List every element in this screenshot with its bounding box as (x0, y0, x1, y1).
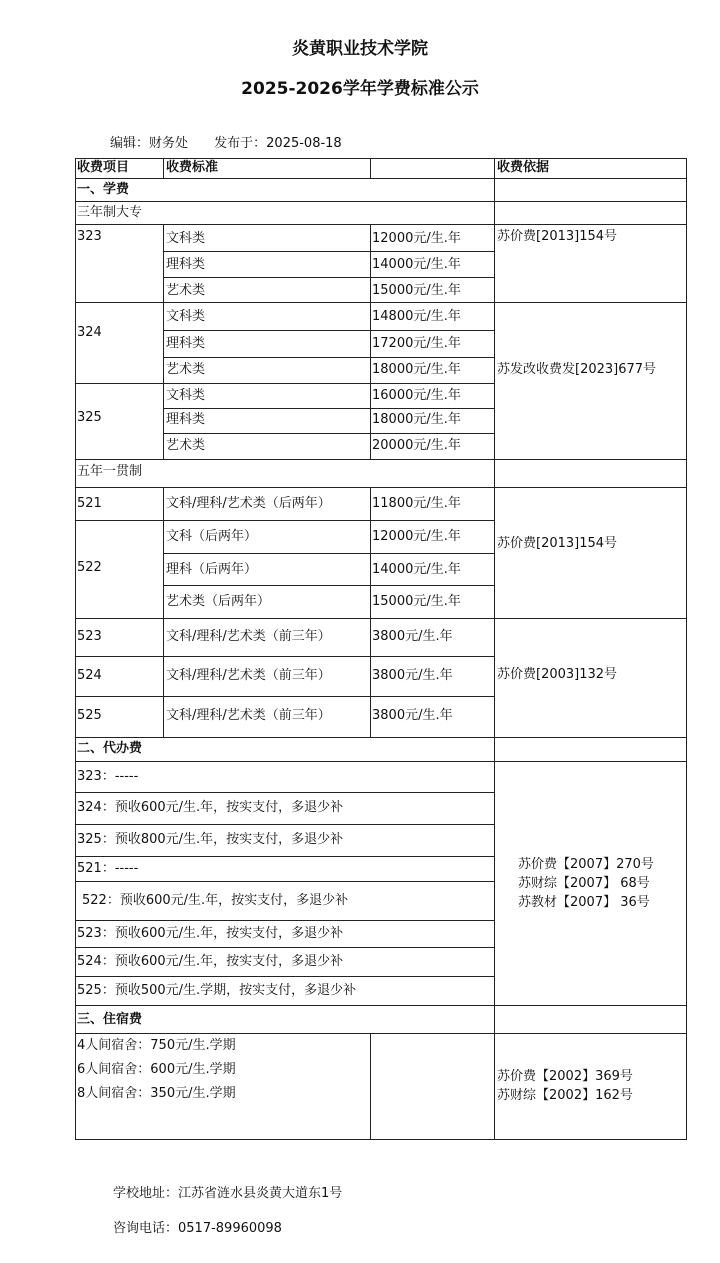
category-liberal-arts: 文科类 (166, 231, 206, 246)
fee-324-wen: 14800元/生.年 (372, 309, 461, 324)
category-522-li: 理科（后两年） (166, 562, 258, 577)
fee-522-yi: 15000元/生.年 (372, 594, 461, 609)
category-523: 文科/理科/艺术类（前三年） (166, 629, 331, 644)
agency-basis-3: 苏教材【2007】 36号 (518, 895, 650, 910)
dorm-basis-1: 苏价费【2002】369号 (497, 1069, 633, 1084)
agency-row-524: 524：预收600元/生.年，按实支付，多退少补 (77, 954, 344, 969)
section-dorm-fee: 三、住宿费 (77, 1012, 143, 1027)
category-522-wen: 文科（后两年） (166, 529, 258, 544)
code-521: 521 (77, 496, 102, 511)
category-science: 理科类 (166, 336, 206, 351)
basis-323: 苏价费[2013]154号 (497, 229, 618, 244)
fee-325-wen: 16000元/生.年 (372, 388, 461, 403)
category-art: 艺术类 (166, 283, 206, 298)
category-art: 艺术类 (166, 438, 206, 453)
fee-325-li: 18000元/生.年 (372, 412, 461, 427)
section-tuition: 一、学费 (77, 182, 130, 197)
code-523: 523 (77, 629, 102, 644)
header-basis: 收费依据 (497, 160, 550, 175)
agency-basis-2: 苏财综【2007】 68号 (518, 876, 650, 891)
code-324: 324 (77, 325, 102, 340)
fee-522-wen: 12000元/生.年 (372, 529, 461, 544)
agency-row-324: 324：预收600元/生.年，按实支付，多退少补 (77, 800, 344, 815)
editor-label: 编辑：财务处 (110, 136, 189, 151)
school-address: 学校地址：江苏省涟水县炎黄大道东1号 (113, 1186, 343, 1201)
basis-523-525: 苏价费[2003]132号 (497, 667, 618, 682)
header-item: 收费项目 (77, 160, 130, 175)
program-five-year: 五年一贯制 (77, 464, 143, 479)
dorm-row-6: 6人间宿舍：600元/生.学期 (77, 1062, 236, 1077)
agency-row-525: 525：预收500元/生.学期，按实支付，多退少补 (77, 983, 357, 998)
fee-522-li: 14000元/生.年 (372, 562, 461, 577)
fee-324-yi: 18000元/生.年 (372, 362, 461, 377)
code-524: 524 (77, 668, 102, 683)
fee-325-yi: 20000元/生.年 (372, 438, 461, 453)
fee-523: 3800元/生.年 (372, 629, 453, 644)
school-name: 炎黄职业技术学院 (292, 39, 428, 59)
code-325: 325 (77, 410, 102, 425)
agency-row-521: 521：----- (77, 861, 139, 876)
fee-521: 11800元/生.年 (372, 496, 461, 511)
dorm-basis-2: 苏财综【2002】162号 (497, 1088, 633, 1103)
code-323: 323 (77, 229, 102, 244)
code-525: 525 (77, 708, 102, 723)
category-522-yi: 艺术类（后两年） (166, 594, 271, 609)
contact-phone: 咨询电话：0517-89960098 (113, 1221, 282, 1236)
category-art: 艺术类 (166, 362, 206, 377)
published-date: 发布于：2025-08-18 (214, 136, 342, 151)
dorm-row-8: 8人间宿舍：350元/生.学期 (77, 1086, 236, 1101)
agency-row-325: 325：预收800元/生.年，按实支付，多退少补 (77, 832, 344, 847)
category-525: 文科/理科/艺术类（前三年） (166, 708, 331, 723)
category-science: 理科类 (166, 257, 206, 272)
fee-324-li: 17200元/生.年 (372, 336, 461, 351)
page-title: 2025-2026学年学费标准公示 (241, 79, 479, 99)
basis-324-325: 苏发改收费发[2023]677号 (497, 362, 657, 377)
category-521: 文科/理科/艺术类（后两年） (166, 496, 331, 511)
fee-525: 3800元/生.年 (372, 708, 453, 723)
basis-521-522: 苏价费[2013]154号 (497, 536, 618, 551)
code-522: 522 (77, 560, 102, 575)
agency-row-523: 523：预收600元/生.年，按实支付，多退少补 (77, 926, 344, 941)
category-science: 理科类 (166, 412, 206, 427)
fee-323-li: 14000元/生.年 (372, 257, 461, 272)
fee-323-yi: 15000元/生.年 (372, 283, 461, 298)
fee-524: 3800元/生.年 (372, 668, 453, 683)
category-liberal-arts: 文科类 (166, 309, 206, 324)
header-standard: 收费标准 (166, 160, 219, 175)
section-agency-fee: 二、代办费 (77, 741, 143, 756)
category-524: 文科/理科/艺术类（前三年） (166, 668, 331, 683)
program-three-year: 三年制大专 (77, 205, 143, 220)
fee-323-wen: 12000元/生.年 (372, 231, 461, 246)
agency-basis-1: 苏价费【2007】270号 (518, 857, 654, 872)
agency-row-323: 323：----- (77, 769, 139, 784)
dorm-row-4: 4人间宿舍：750元/生.学期 (77, 1038, 236, 1053)
category-liberal-arts: 文科类 (166, 388, 206, 403)
agency-row-522: 522：预收600元/生.年，按实支付，多退少补 (82, 893, 349, 908)
